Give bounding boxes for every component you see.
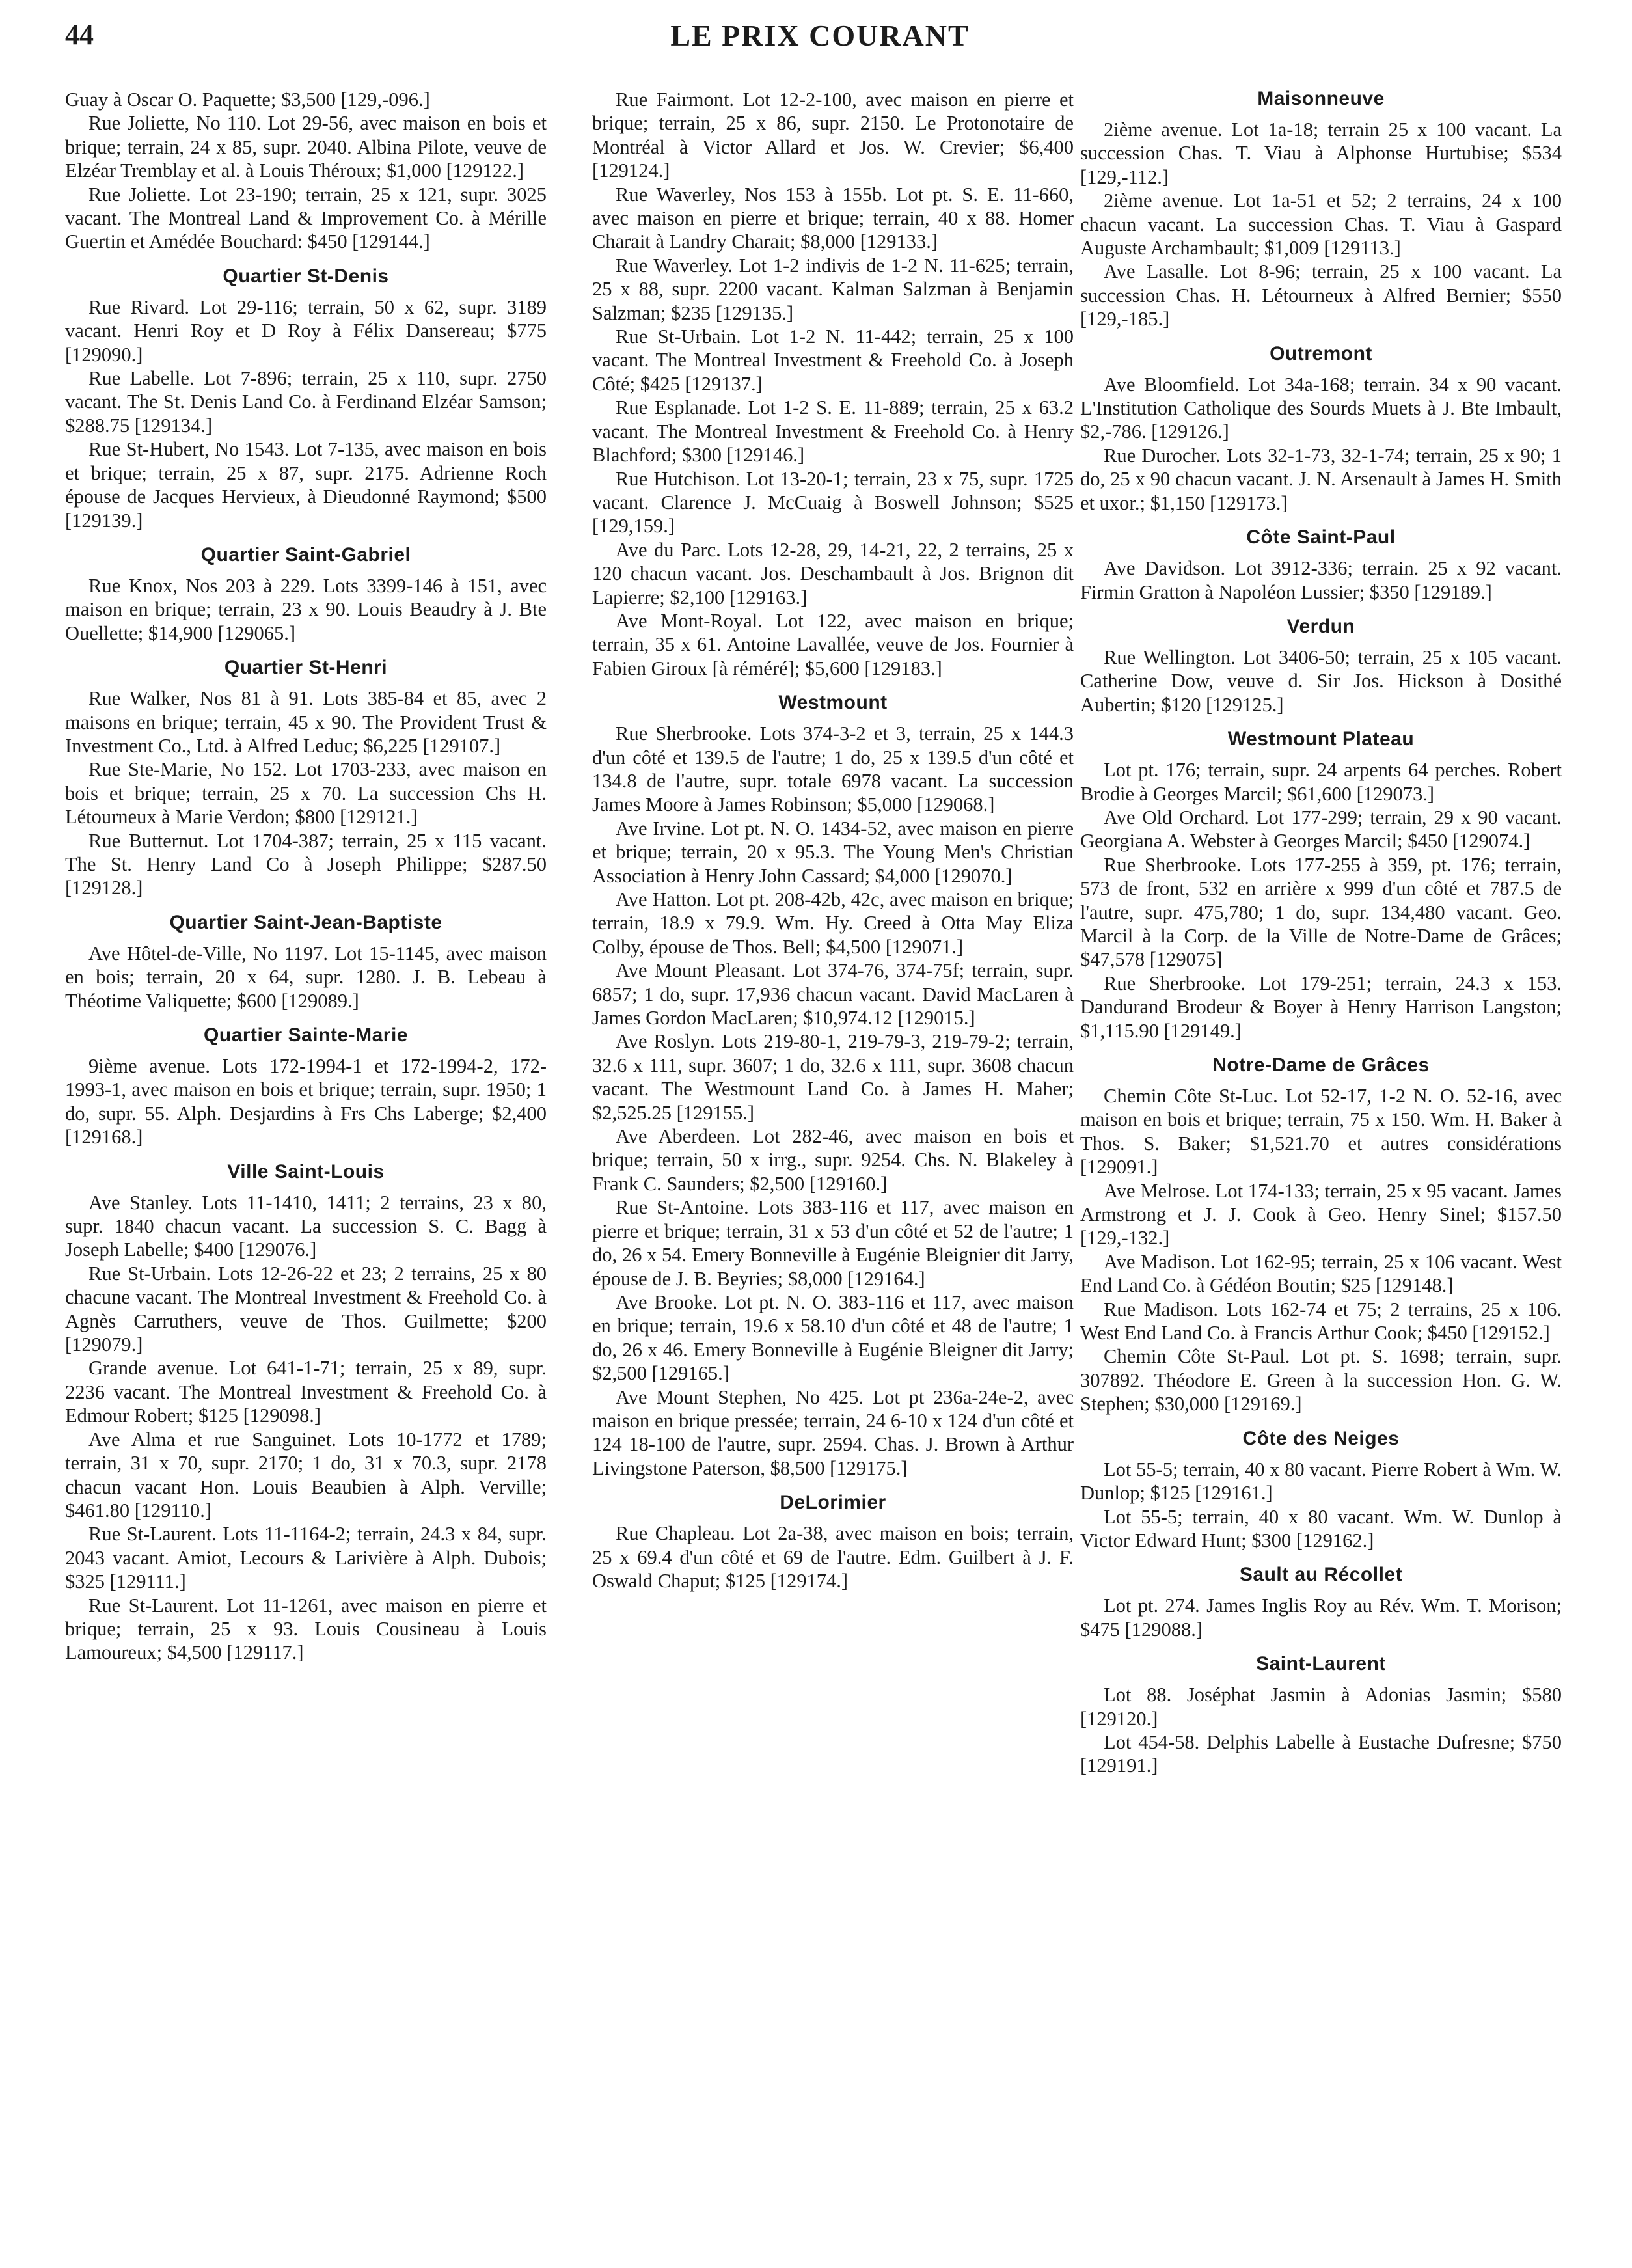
transaction-entry: Rue St-Hubert, No 1543. Lot 7-135, avec maison en bois et brique; terrain, 25 x 87, supr. 2175. Adrienne Roch épouse de Jacques Hervieux, à Dieudonné Raymond; $500 [129139.] [65, 438, 547, 532]
page-header [65, 18, 1575, 64]
section-heading: DeLorimier [780, 1492, 886, 1514]
column-right [1080, 88, 1562, 2248]
transaction-entry: Rue St-Urbain. Lot 1-2 N. 11-442; terrain, 25 x 100 vacant. The Montreal Investment & Freehold Co. à Joseph Côté; $425 [129137.] [592, 325, 1074, 395]
transaction-entry: Chemin Côte St-Luc. Lot 52-17, 1-2 N. O. 52-16, avec maison en bois et brique; terrain, 75 x 150. Wm. H. Baker à Thos. S. Baker; $1,521.70 et autres considérations [129091.] [1080, 1085, 1562, 1179]
transaction-entry: Lot 55-5; terrain, 40 x 80 vacant. Wm. W. Dunlop à Victor Edward Hunt; $300 [129162.] [1080, 1505, 1562, 1551]
transaction-entry: Rue St-Laurent. Lots 11-1164-2; terrain, 24.3 x 84, supr. 2043 vacant. Amiot, Lecours & Larivière à Alph. Dubois; $325 [129111.] [65, 1523, 547, 1593]
transaction-entry: Ave du Parc. Lots 12-28, 29, 14-21, 22, 2 terrains, 25 x 120 chacun vacant. Jos. Deschambault à Jos. Brignon dit Lapierre; $2,100 [129163.] [592, 538, 1074, 608]
page-number: 44 [65, 19, 94, 51]
section-heading: Westmount [778, 692, 888, 714]
transaction-entry: Guay à Oscar O. Paquette; $3,500 [129,-096.] [65, 89, 430, 111]
transaction-entry: Ave Davidson. Lot 3912-336; terrain. 25 x 92 vacant. Firmin Gratton à Napoléon Lussier; $350 [129189.] [1080, 557, 1562, 603]
section-heading: Côte Saint-Paul [1246, 526, 1396, 549]
transaction-entry: Rue Knox, Nos 203 à 229. Lots 3399-146 à 151, avec maison en brique; terrain, 23 x 90. Louis Beaudry à J. Bte Ouellette; $14,900 [129065.] [65, 574, 547, 644]
transaction-entry: Ave Mont-Royal. Lot 122, avec maison en brique; terrain, 35 x 61. Antoine Lavallée, veuve de Jos. Fournier à Fabien Giroux [à réméré]; $5,600 [129183.] [592, 609, 1074, 679]
transaction-entry: Rue St-Antoine. Lots 383-116 et 117, avec maison en pierre et brique; terrain, 31 x 53 d'un côté et 52 de l'autre; 1 do, 26 x 54. Emery Bonneville à Eugénie Bleignier dit Jarry, épouse de J. B. Beyries; $8,000 [129164.] [592, 1196, 1074, 1290]
transaction-entry: Rue Ste-Marie, No 152. Lot 1703-233, avec maison en bois et brique; terrain, 25 x 70. La succession Chs H. Létourneux à Marie Verdon; $800 [129121.] [65, 758, 547, 828]
transaction-entry: Rue Joliette. Lot 23-190; terrain, 25 x 121, supr. 3025 vacant. The Montreal Land & Improvement Co. à Mérille Guertin et Amédée Bouchard: $450 [129144.] [65, 183, 547, 253]
section-heading: Saint-Laurent [1256, 1653, 1386, 1675]
transaction-entry: Rue St-Urbain. Lots 12-26-22 et 23; 2 terrains, 25 x 80 chacune vacant. The Montreal Investment & Freehold Co. à Agnès Carruthers, veuve de Thos. Guilmette; $200 [129079.] [65, 1262, 547, 1356]
section-heading: Sault au Récollet [1239, 1564, 1403, 1586]
section-heading: Quartier Sainte-Marie [204, 1024, 408, 1046]
section-heading: Ville Saint-Louis [227, 1160, 385, 1182]
transaction-entry: Ave Alma et rue Sanguinet. Lots 10-1772 et 1789; terrain, 31 x 70, supr. 2170; 1 do, 31 x 70.3, supr. 2178 chacun vacant Hon. Louis Beaubien à Alph. Verville; $461.80 [129110.] [65, 1428, 547, 1522]
transaction-entry: Ave Bloomfield. Lot 34a-168; terrain. 34 x 90 vacant. L'Institution Catholique des Sourds Muets à J. Bte Imbault, $2,-786. [129126.] [1080, 373, 1562, 443]
transaction-entry: Rue Butternut. Lot 1704-387; terrain, 25 x 115 vacant. The St. Henry Land Co à Joseph Philippe; $287.50 [129128.] [65, 829, 547, 899]
transaction-entry: 2ième avenue. Lot 1a-51 et 52; 2 terrains, 24 x 100 chacun vacant. La succession Chas. T. Viau à Gaspard Auguste Archambault; $1,009 [129113.] [1080, 189, 1562, 260]
transaction-entry: Ave Old Orchard. Lot 177-299; terrain, 29 x 90 vacant. Georgiana A. Webster à Georges Marcil; $450 [129074.] [1080, 806, 1562, 853]
page-title: LE PRIX COURANT [670, 19, 970, 52]
transaction-entry: Rue Esplanade. Lot 1-2 S. E. 11-889; terrain, 25 x 63.2 vacant. The Montreal Investment & Freehold Co. à Henry Blachford; $300 [129146.] [592, 396, 1074, 467]
transaction-entry: Rue Joliette, No 110. Lot 29-56, avec maison en bois et brique; terrain, 24 x 85, supr. 2040. Albina Pilote, veuve de Elzéar Tremblay et al. à Louis Théroux; $1,000 [129122.] [65, 112, 547, 182]
transaction-entry: Lot pt. 176; terrain, supr. 24 arpents 64 perches. Robert Brodie à Georges Marcil; $61,600 [129073.] [1080, 759, 1562, 805]
section-heading: Quartier Saint-Jean-Baptiste [169, 911, 442, 933]
transaction-entry: Rue Waverley, Nos 153 à 155b. Lot pt. S. E. 11-660, avec maison en pierre et brique; terrain, 40 x 88. Homer Charait à Landry Charait; $8,000 [129133.] [592, 183, 1074, 253]
transaction-entry: Grande avenue. Lot 641-1-71; terrain, 25 x 89, supr. 2236 vacant. The Montreal Investment & Freehold Co. à Edmour Robert; $125 [129098.] [65, 1357, 547, 1427]
transaction-entry: Rue Wellington. Lot 3406-50; terrain, 25 x 105 vacant. Catherine Dow, veuve d. Sir Jos. Hickson à Dosithé Aubertin; $120 [129125.] [1080, 646, 1562, 716]
column-left [65, 88, 547, 2248]
transaction-entry: Rue St-Laurent. Lot 11-1261, avec maison en pierre et brique; terrain, 25 x 93. Louis Cousineau à Louis Lamoureux; $4,500 [129117.] [65, 1594, 547, 1664]
section-heading: Maisonneuve [1257, 88, 1385, 109]
transaction-entry: Lot pt. 274. James Inglis Roy au Rév. Wm. T. Morison; $475 [129088.] [1080, 1594, 1562, 1641]
transaction-entry: Ave Hatton. Lot pt. 208-42b, 42c, avec maison en brique; terrain, 18.9 x 79.9. Wm. Hy. Creed à Otta May Eliza Colby, épouse de Thos. Bell; $4,500 [129071.] [592, 888, 1074, 958]
transaction-entry: Rue Sherbrooke. Lots 177-255 à 359, pt. 176; terrain, 573 de front, 532 en arrière x 999 d'un côté et 787.5 de l'autre, supr. 475,780; 1 do, supr. 134,480 vacant. Geo. Marcil à la Corp. de la Ville de Notre-Dame de Grâces; $47,578 [129075] [1080, 853, 1562, 971]
transaction-entry: Rue Madison. Lots 162-74 et 75; 2 terrains, 25 x 106. West End Land Co. à Francis Arthur Cook; $450 [129152.] [1080, 1298, 1562, 1345]
section-heading: Verdun [1286, 615, 1355, 637]
transaction-entry: Ave Madison. Lot 162-95; terrain, 25 x 106 vacant. West End Land Co. à Gédéon Boutin; $25 [129148.] [1080, 1250, 1562, 1297]
transaction-entry: Rue Sherbrooke. Lots 374-3-2 et 3, terrain, 25 x 144.3 d'un côté et 139.5 de l'autre; 1 do, 25 x 139.5 d'un côté et 134.8 de l'autre, supr. totale 6978 vacant. La succession James Moore à James Robinson; $5,000 [129068.] [592, 722, 1074, 816]
transaction-entry: Ave Melrose. Lot 174-133; terrain, 25 x 95 vacant. James Armstrong et J. J. Cook à Geo. Henry Sinel; $157.50 [129,-132.] [1080, 1179, 1562, 1250]
transaction-entry: Rue Walker, Nos 81 à 91. Lots 385-84 et 85, avec 2 maisons en brique; terrain, 45 x 90. The Provident Trust & Investment Co., Ltd. à Alfred Leduc; $6,225 [129107.] [65, 687, 547, 757]
transaction-entry: 2ième avenue. Lot 1a-18; terrain 25 x 100 vacant. La succession Chas. T. Viau à Alphonse Hurtubise; $534 [129,-112.] [1080, 118, 1562, 188]
section-heading: Quartier St-Henri [224, 657, 388, 679]
transaction-entry: Rue Chapleau. Lot 2a-38, avec maison en bois; terrain, 25 x 69.4 d'un côté et 69 de l'autre. Edm. Guilbert à J. F. Oswald Chaput; $125 [129174.] [592, 1522, 1074, 1592]
transaction-entry: Rue Waverley. Lot 1-2 indivis de 1-2 N. 11-625; terrain, 25 x 88, supr. 2200 vacant. Kalman Salzman à Benjamin Salzman; $235 [129135.] [592, 254, 1074, 324]
transaction-entry: 9ième avenue. Lots 172-1994-1 et 172-1994-2, 172-1993-1, avec maison en bois et brique; terrain, supr. 1950; 1 do, supr. 55. Alph. Desjardins à Frs Chs Laberge; $2,400 [129168.] [65, 1055, 547, 1149]
column-middle [592, 88, 1074, 2248]
transaction-entry: Ave Lasalle. Lot 8-96; terrain, 25 x 100 vacant. La succession Chas. H. Létourneux à Alfred Bernier; $550 [129,-185.] [1080, 260, 1562, 331]
section-heading: Outremont [1270, 342, 1372, 364]
transaction-entry: Ave Brooke. Lot pt. N. O. 383-116 et 117, avec maison en brique; terrain, 19.6 x 58.10 d'un côté et 48 de l'autre; 1 do, 26 x 46. Emery Bonneville à Eugénie Bleigner dit Jarry; $2,500 [129165.] [592, 1291, 1074, 1385]
section-heading: Quartier Saint-Gabriel [200, 543, 411, 566]
transaction-entry: Ave Mount Stephen, No 425. Lot pt 236a-24e-2, avec maison en brique pressée; terrain, 24 6-10 x 124 d'un côté et 124 18-100 de l'autre, supr. 2594. Chas. J. Brown à Arthur Livingstone Paterson, $8,500 [129175.] [592, 1386, 1074, 1479]
transaction-entry: Rue Sherbrooke. Lot 179-251; terrain, 24.3 x 153. Dandurand Brodeur & Boyer à Henry Harrison Langston; $1,115.90 [129149.] [1080, 972, 1562, 1042]
transaction-entry: Ave Hôtel-de-Ville, No 1197. Lot 15-1145, avec maison en bois; terrain, 20 x 64, supr. 1280. J. B. Lebeau à Théotime Valiquette; $600 [129089.] [65, 942, 547, 1012]
section-heading: Côte des Neiges [1242, 1427, 1400, 1449]
transaction-entry: Lot 454-58. Delphis Labelle à Eustache Dufresne; $750 [129191.] [1080, 1730, 1562, 1777]
transaction-entry: Ave Irvine. Lot pt. N. O. 1434-52, avec maison en pierre et brique; terrain, 20 x 95.3. The Young Men's Christian Association à Henry John Cassard; $4,000 [129070.] [592, 817, 1074, 887]
transaction-entry: Rue Durocher. Lots 32-1-73, 32-1-74; terrain, 25 x 90; 1 do, 25 x 90 chacun vacant. J. N. Arsenault à James H. Smith et uxor.; $1,150 [129173.] [1080, 444, 1562, 514]
page-columns [65, 88, 1575, 2248]
transaction-entry: Rue Rivard. Lot 29-116; terrain, 50 x 62, supr. 3189 vacant. Henri Roy et D Roy à Félix Dansereau; $775 [129090.] [65, 295, 547, 366]
transaction-entry: Chemin Côte St-Paul. Lot pt. S. 1698; terrain, supr. 307892. Théodore E. Green à la succession Hon. G. W. Stephen; $30,000 [129169.] [1080, 1345, 1562, 1415]
section-heading: Westmount Plateau [1227, 728, 1415, 750]
transaction-entry: Rue Fairmont. Lot 12-2-100, avec maison en pierre et brique; terrain, 25 x 86, supr. 2150. Le Protonotaire de Montréal à Victor Allard et Jos. W. Crevier; $6,400 [129124.] [592, 89, 1074, 182]
section-heading: Quartier St-Denis [223, 265, 389, 287]
transaction-entry: Ave Stanley. Lots 11-1410, 1411; 2 terrains, 23 x 80, supr. 1840 chacun vacant. La succession S. C. Bagg à Joseph Labelle; $400 [129076.] [65, 1191, 547, 1261]
section-heading: Notre-Dame de Grâces [1212, 1054, 1430, 1076]
transaction-entry: Rue Labelle. Lot 7-896; terrain, 25 x 110, supr. 2750 vacant. The St. Denis Land Co. à Ferdinand Elzéar Samson; $288.75 [129134.] [65, 367, 547, 437]
transaction-entry: Ave Mount Pleasant. Lot 374-76, 374-75f; terrain, supr. 6857; 1 do, supr. 17,936 chacun vacant. David MacLaren à James Gordon MacLaren; $10,974.12 [129015.] [592, 959, 1074, 1030]
transaction-entry: Lot 88. Joséphat Jasmin à Adonias Jasmin; $580 [129120.] [1080, 1684, 1562, 1730]
transaction-entry: Lot 55-5; terrain, 40 x 80 vacant. Pierre Robert à Wm. W. Dunlop; $125 [129161.] [1080, 1458, 1562, 1505]
transaction-entry: Ave Aberdeen. Lot 282-46, avec maison en bois et brique; terrain, 50 x irrg., supr. 9254. Chs. N. Blakeley à Frank C. Saunders; $2,500 [129160.] [592, 1125, 1074, 1195]
transaction-entry: Rue Hutchison. Lot 13-20-1; terrain, 23 x 75, supr. 1725 vacant. Clarence J. McCuaig à Boswell Johnson; $525 [129,159.] [592, 467, 1074, 538]
transaction-entry: Ave Roslyn. Lots 219-80-1, 219-79-3, 219-79-2; terrain, 32.6 x 111, supr. 3607; 1 do, 32.6 x 111, supr. 3608 chacun vacant. The Westmount Land Co. à James H. Maher; $2,525.25 [129155.] [592, 1030, 1074, 1124]
